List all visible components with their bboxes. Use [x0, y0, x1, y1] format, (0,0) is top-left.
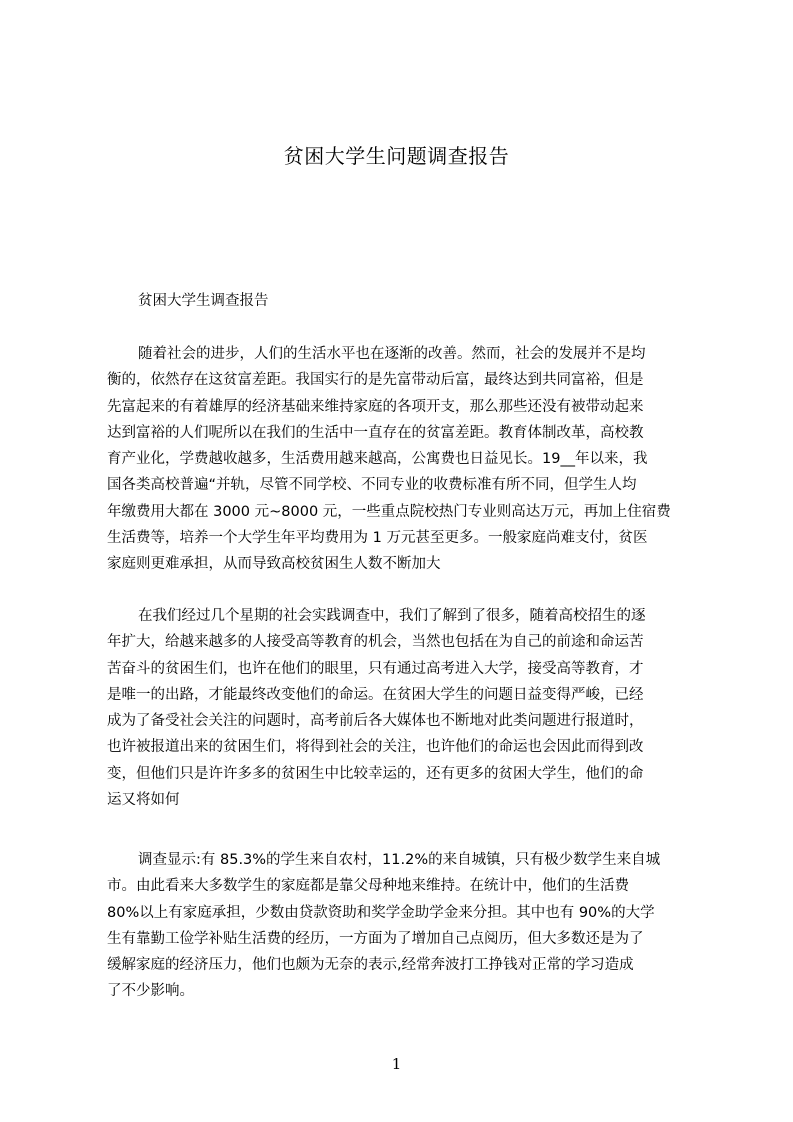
paragraph-line: 家庭则更难承担，从而导致高校贫困生人数不断加大	[107, 556, 441, 573]
paragraph-line: 育产业化，学费越收越多，生活费用越来越高，公寓费也日益见长。19__年以来，我	[107, 451, 648, 468]
paragraph-line: 成为了备受社会关注的问题时，高考前后各大媒体也不断地对此类问题进行报道时，	[107, 713, 644, 730]
paragraph-line: 年扩大，给越来越多的人接受高等教育的机会，当然也包括在为自己的前途和命运苦	[107, 634, 644, 651]
paragraph-line: 国各类高校普遍“并轨，尽管不同学校、不同专业的收费标准有所不同，但学生人均	[107, 477, 637, 494]
paragraph-2	[107, 603, 707, 813]
paragraph-line: 是唯一的出路，才能最终改变他们的命运。在贫困大学生的问题日益变得严峻，已经	[107, 686, 644, 703]
page-number: 1	[391, 1055, 402, 1073]
paragraph-line: 调查显示:有 85.3%的学生来自农村，11.2%的来自城镇，只有极少数学生来自城	[138, 852, 661, 868]
paragraph-line: 苦奋斗的贫困生们，也许在他们的眼里，只有通过高考进入大学，接受高等教育，才	[107, 660, 644, 677]
paragraph-line: 80%以上有家庭承担，少数由贷款资助和奖学金助学金来分担。其中也有 90%的大学	[107, 904, 655, 921]
paragraph-line: 运又将如何	[107, 792, 180, 809]
document-title: 贫困大学生问题调查报告	[283, 144, 510, 168]
document-subtitle: 贫困大学生调查报告	[138, 293, 269, 309]
paragraph-line: 年缴费用大都在 3000 元~8000 元，一些重点院校热门专业则高达万元，再加上住宿费	[107, 503, 671, 520]
paragraph-line: 先富起来的有着雄厚的经济基础来维持家庭的各项开支，那么那些还没有被带动起来	[107, 398, 644, 415]
paragraph-1	[107, 341, 707, 578]
paragraph-line: 衡的，依然存在这贫富差距。我国实行的是先富带动后富，最终达到共同富裕，但是	[107, 372, 644, 389]
paragraph-line: 了不少影响。	[107, 983, 194, 1000]
paragraph-line: 缓解家庭的经济压力，他们也颇为无奈的表示,经常奔波打工挣钱对正常的学习造成	[107, 957, 634, 974]
paragraph-line: 生有靠勤工俭学补贴生活费的经历，一方面为了增加自己点阅历，但大多数还是为了	[107, 930, 644, 947]
paragraph-line: 达到富裕的人们呢所以在我们的生活中一直存在的贫富差距。教育体制改革，高校教	[107, 424, 644, 441]
paragraph-line: 也许被报道出来的贫困生们，将得到社会的关注，也许他们的命运也会因此而得到改	[107, 739, 644, 756]
paragraph-3	[107, 847, 707, 1005]
paragraph-line: 生活费等，培养一个大学生年平均费用为 1 万元甚至更多。一般家庭尚难支付，贫医	[107, 530, 648, 547]
paragraph-line: 在我们经过几个星期的社会实践调查中，我们了解到了很多，随着高校招生的逐	[138, 608, 646, 624]
paragraph-line: 市。由此看来大多数学生的家庭都是靠父母种地来维持。在统计中，他们的生活费	[107, 878, 629, 895]
paragraph-line: 随着社会的进步，人们的生活水平也在逐渐的改善。然而，社会的发展并不是均	[138, 346, 646, 362]
paragraph-line: 变，但他们只是许许多多的贫困生中比较幸运的，还有更多的贫困大学生，他们的命	[107, 765, 644, 782]
